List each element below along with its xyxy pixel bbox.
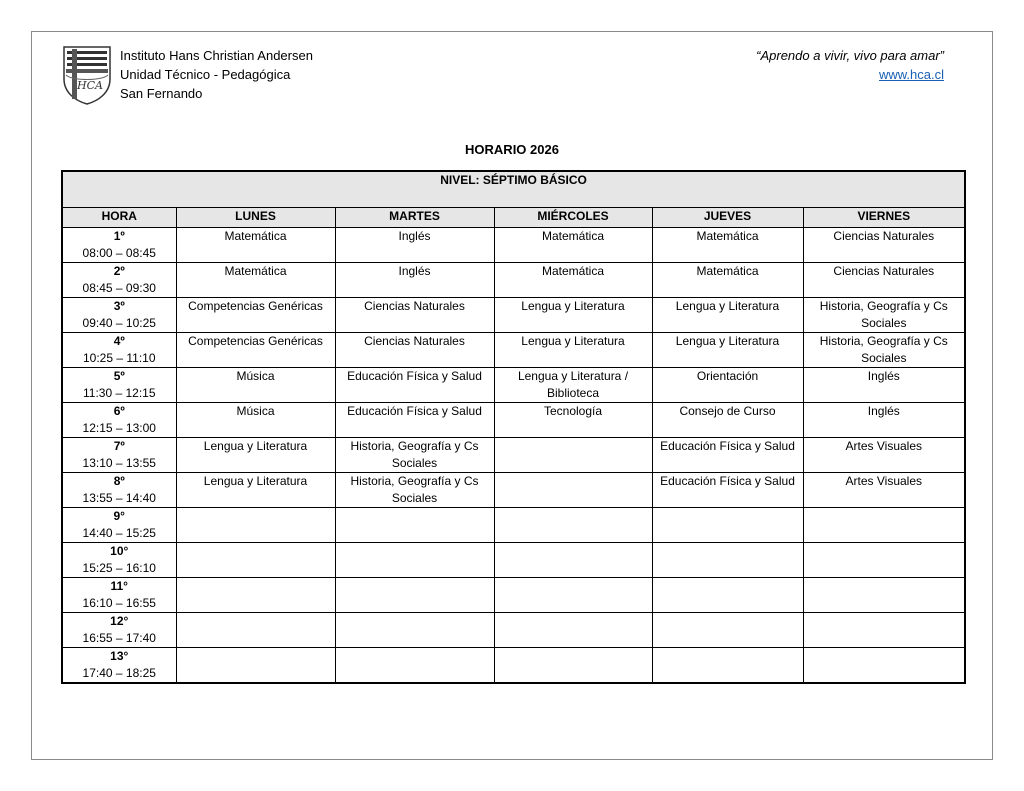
hora-cell [62,437,176,472]
subject-cell: Matemática [176,262,335,297]
period-time: 11:30 – 12:15 [82,385,156,400]
subject-cell: Ciencias Naturales [803,227,965,262]
period-number: 2º [113,263,125,278]
table-row [62,577,965,612]
subject-cell [652,507,803,542]
subject-cell: Orientación [652,367,803,402]
subject-cell: Historia, Geografía y Cs Sociales [803,297,965,332]
subject-cell: Educación Física y Salud [652,472,803,507]
subject-cell [494,577,652,612]
table-row [62,472,965,507]
period-time: 08:00 – 08:45 [82,245,156,260]
subject-cell [803,507,965,542]
period-number: 8º [113,473,125,488]
period-time: 08:45 – 09:30 [82,280,156,295]
subject-cell [652,542,803,577]
period-number: 12° [110,613,129,628]
hora-cell [62,612,176,647]
hora-cell [62,542,176,577]
subject-cell: Inglés [803,367,965,402]
subject-cell [494,437,652,472]
subject-cell: Matemática [652,262,803,297]
column-header-hora: HORA [62,207,176,227]
subject-cell [652,577,803,612]
subject-cell [652,612,803,647]
subject-cell [652,647,803,683]
subject-cell: Matemática [494,227,652,262]
subject-cell [176,542,335,577]
subject-cell: Música [176,367,335,402]
period-time: 16:10 – 16:55 [82,595,156,610]
subject-cell: Historia, Geografía y Cs Sociales [335,472,494,507]
subject-cell: Educación Física y Salud [335,402,494,437]
subject-cell [803,612,965,647]
subject-cell: Lengua y Literatura / Biblioteca [494,367,652,402]
subject-cell [494,612,652,647]
column-header-day: LUNES [176,207,335,227]
hora-cell [62,262,176,297]
subject-cell: Música [176,402,335,437]
subject-cell: Inglés [335,262,494,297]
subject-cell: Lengua y Literatura [652,332,803,367]
period-time: 09:40 – 10:25 [82,315,156,330]
hora-cell [62,402,176,437]
subject-cell: Lengua y Literatura [652,297,803,332]
period-number: 3º [113,298,125,313]
period-number: 4º [113,333,125,348]
subject-cell: Ciencias Naturales [335,297,494,332]
period-time: 16:55 – 17:40 [82,630,156,645]
institution-city: San Fernando [120,86,203,101]
subject-cell: Artes Visuales [803,472,965,507]
schedule-title: HORARIO 2026 [465,142,559,157]
subject-cell: Matemática [494,262,652,297]
period-time: 14:40 – 15:25 [82,525,156,540]
subject-cell: Matemática [652,227,803,262]
subject-cell: Artes Visuales [803,437,965,472]
period-time: 13:55 – 14:40 [82,490,156,505]
subject-cell: Educación Física y Salud [652,437,803,472]
table-row [62,542,965,577]
svg-text:HCA: HCA [77,79,103,92]
period-time: 13:10 – 13:55 [82,455,156,470]
website-link[interactable]: www.hca.cl [878,67,944,82]
table-row [62,227,965,262]
subject-cell: Tecnología [494,402,652,437]
period-number: 1º [113,228,125,243]
subject-cell: Matemática [176,227,335,262]
subject-cell: Ciencias Naturales [803,262,965,297]
subject-cell: Lengua y Literatura [494,332,652,367]
subject-cell: Ciencias Naturales [335,332,494,367]
subject-cell [494,472,652,507]
subject-cell [494,542,652,577]
motto-text: “Aprendo a vivir, vivo para amar” [756,48,944,63]
period-number: 9° [113,508,125,523]
hora-cell [62,577,176,612]
schedule-table [61,170,966,684]
subject-cell: Consejo de Curso [652,402,803,437]
period-time: 12:15 – 13:00 [82,420,156,435]
table-row [62,262,965,297]
subject-cell [176,507,335,542]
subject-cell: Inglés [803,402,965,437]
hora-cell [62,297,176,332]
period-number: 6º [113,403,125,418]
table-row [62,402,965,437]
column-header-day: MARTES [335,207,494,227]
subject-cell [803,542,965,577]
period-number: 13° [110,648,129,663]
institution-unit: Unidad Técnico - Pedagógica [120,67,291,82]
school-crest-icon [62,45,112,105]
table-row [62,332,965,367]
subject-cell: Lengua y Literatura [176,437,335,472]
table-row [62,647,965,683]
subject-cell [176,647,335,683]
table-row [62,367,965,402]
period-number: 5º [113,368,125,383]
subject-cell: Historia, Geografía y Cs Sociales [803,332,965,367]
table-row [62,612,965,647]
hora-cell [62,227,176,262]
table-row [62,507,965,542]
hora-cell [62,367,176,402]
subject-cell: Lengua y Literatura [176,472,335,507]
subject-cell: Educación Física y Salud [335,367,494,402]
subject-cell [803,647,965,683]
level-header: NIVEL: SÉPTIMO BÁSICO [62,171,965,207]
subject-cell [335,647,494,683]
table-row [62,437,965,472]
subject-cell [176,577,335,612]
subject-cell: Lengua y Literatura [494,297,652,332]
column-header-day: JUEVES [652,207,803,227]
hora-cell [62,647,176,683]
subject-cell: Competencias Genéricas [176,332,335,367]
period-time: 15:25 – 16:10 [82,560,156,575]
period-time: 17:40 – 18:25 [82,665,156,680]
table-row [62,297,965,332]
subject-cell [803,577,965,612]
subject-cell [335,612,494,647]
subject-cell [494,647,652,683]
period-number: 7º [113,438,125,453]
period-number: 10° [110,543,129,558]
column-header-day: MIÉRCOLES [494,207,652,227]
subject-cell: Inglés [335,227,494,262]
column-header-day: VIERNES [803,207,965,227]
subject-cell: Historia, Geografía y Cs Sociales [335,437,494,472]
hora-cell [62,472,176,507]
subject-cell [335,542,494,577]
hora-cell [62,332,176,367]
subject-cell: Competencias Genéricas [176,297,335,332]
subject-cell [494,507,652,542]
motto-block [756,46,944,84]
subject-cell [176,612,335,647]
period-time: 10:25 – 11:10 [82,350,156,365]
hora-cell [62,507,176,542]
period-number: 11° [110,578,128,593]
subject-cell [335,577,494,612]
subject-cell [335,507,494,542]
institution-name: Instituto Hans Christian Andersen [120,48,313,63]
institution-block [120,46,313,103]
